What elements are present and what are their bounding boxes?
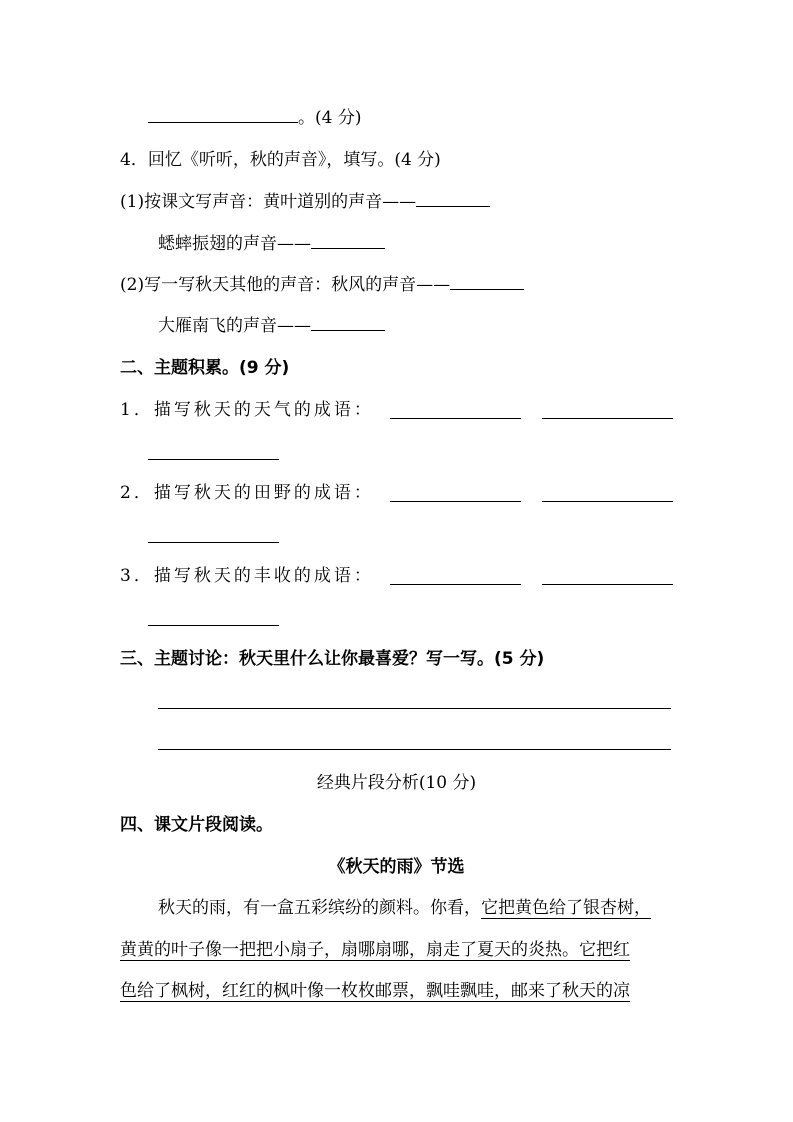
- sec3-title: 三、主题讨论：秋天里什么让你最喜爱？写一写。(5 分): [120, 649, 545, 669]
- passage-line-2: 黄黄的叶子像一把把小扇子，扇哪扇哪，扇走了夏天的炎热。它把红: [120, 940, 630, 960]
- answer-blank[interactable]: [416, 190, 490, 207]
- answer-blank[interactable]: [148, 459, 279, 460]
- sec2-title: 二、主题积累。(9 分): [120, 358, 290, 378]
- q4-part1-text: (1)按课文写声音：黄叶道别的声音——: [120, 192, 417, 212]
- passage-line-3: 色给了枫树，红红的枫叶像一枚枚邮票，飘哇飘哇，邮来了秋天的凉: [120, 981, 630, 1001]
- q4-part2b-text: 大雁南飞的声音——: [158, 316, 311, 336]
- answer-blank[interactable]: [450, 273, 524, 290]
- q4-part1b: [158, 232, 385, 256]
- q4-part2b: [158, 314, 385, 338]
- answer-blank[interactable]: [390, 418, 521, 419]
- q4-title: 4．回忆《听听，秋的声音》，填写。(4 分): [120, 150, 441, 170]
- top-answer-line: [148, 106, 361, 130]
- answer-blank[interactable]: [542, 418, 673, 419]
- q4-part1b-text: 蟋蟀振翅的声音——: [158, 234, 311, 254]
- passage-line-1-underlined: 它把黄色给了银杏树，: [481, 898, 651, 918]
- part-title: 经典片段分析(10 分): [316, 773, 477, 793]
- answer-blank[interactable]: [311, 314, 385, 331]
- answer-line[interactable]: [158, 749, 671, 750]
- answer-blank[interactable]: [148, 106, 298, 123]
- answer-blank[interactable]: [542, 584, 673, 585]
- sec4-title: 四、课文片段阅读。: [120, 815, 273, 835]
- answer-blank[interactable]: [542, 501, 673, 502]
- q4-part2: [120, 273, 524, 297]
- passage-line-1: [158, 896, 651, 920]
- sec2-item-1: 1．描写秋天的天气的成语：: [120, 400, 374, 420]
- q4-part2-text: (2)写一写秋天其他的声音：秋风的声音——: [120, 275, 451, 295]
- answer-line[interactable]: [158, 708, 671, 709]
- answer-blank[interactable]: [311, 232, 385, 249]
- passage-line-1-plain: 秋天的雨，有一盒五彩缤纷的颜料。你看，: [158, 898, 481, 918]
- answer-blank[interactable]: [390, 584, 521, 585]
- sec2-item-2: 2．描写秋天的田野的成语：: [120, 483, 374, 503]
- passage-title: 《秋天的雨》节选: [328, 857, 465, 877]
- answer-blank[interactable]: [148, 542, 279, 543]
- answer-blank[interactable]: [390, 501, 521, 502]
- q4-part1: [120, 190, 490, 214]
- top-tail: 。(4 分): [298, 108, 362, 128]
- sec2-item-3: 3．描写秋天的丰收的成语：: [120, 566, 374, 586]
- answer-blank[interactable]: [148, 625, 279, 626]
